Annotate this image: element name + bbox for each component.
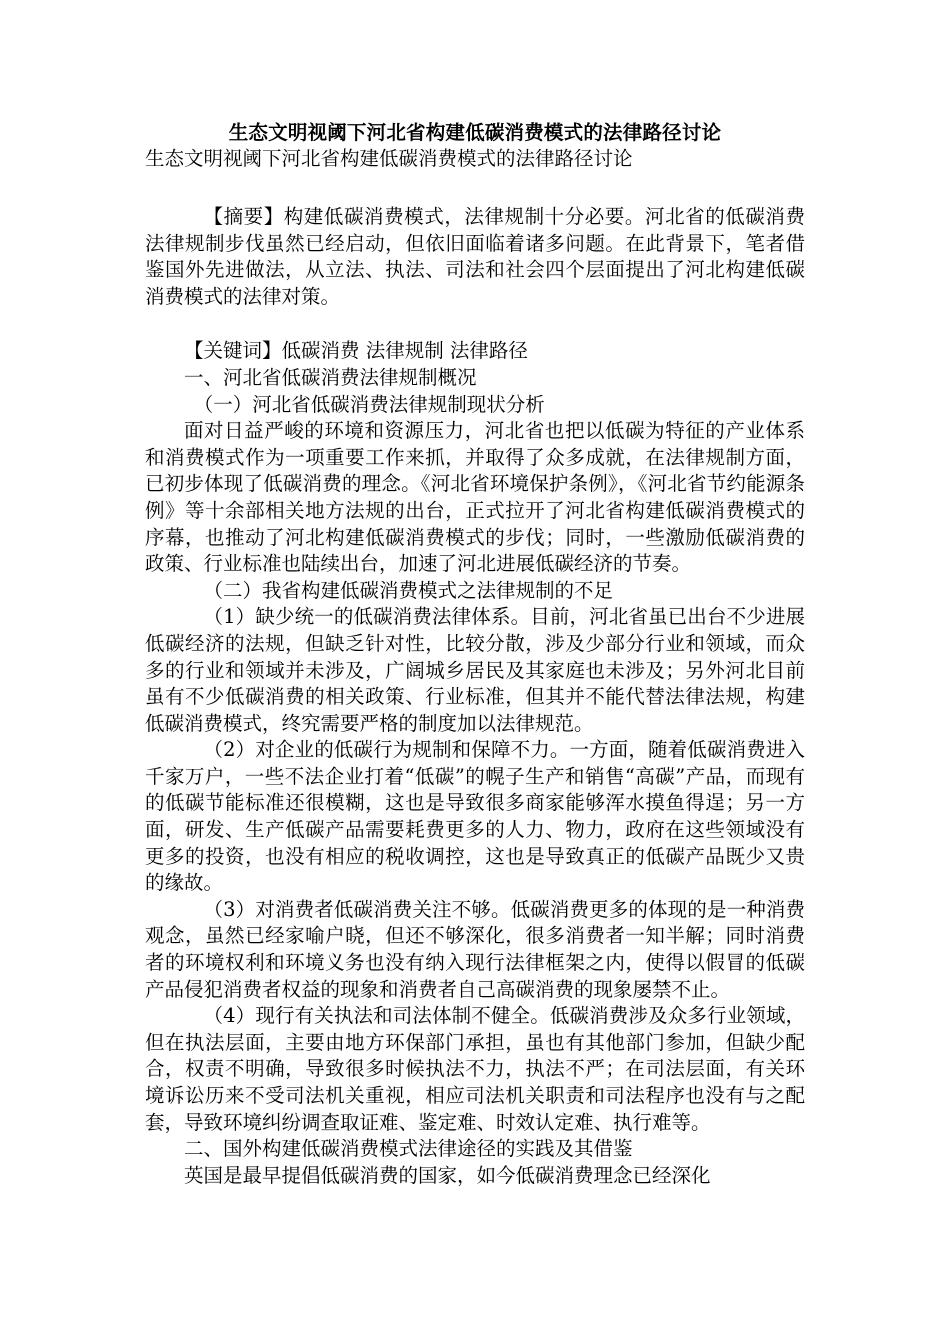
item-4-paragraph: （4）现行有关执法和司法体制不健全。低碳消费涉及众多行业领域，但在执法层面，主要由地方环保部门承担，虽也有其他部门参加，但缺少配合，权责不明确，导致很多时候执法不力，执法不严；在司法层面，有关环境诉讼历来不受司法机关重视，相应司法机关职责和司法程序也没有与之配套，导致环境纠纷调查取证难、鉴定难、时效认定难、执行难等。 (145, 1004, 805, 1134)
document-page (145, 120, 805, 1189)
document-subtitle: 生态文明视阈下河北省构建低碳消费模式的法律路径讨论 (145, 147, 633, 170)
keywords-line: 【关键词】低碳消费 法律规制 法律路径 (184, 339, 528, 363)
item-2-paragraph: （2）对企业的低碳行为规制和保障不力。一方面，随着低碳消费进入千家万户，一些不法企业打着“低碳”的幌子生产和销售“高碳”产品，而现有的低碳节能标准还很模糊，这也是导致很多商家能够浑水摸鱼得逞；另一方面，研发、生产低碳产品需要耗费更多的人力、物力，政府在这些领域没有更多的投资，也没有相应的税收调控，这也是导致真正的低碳产品既少又贵的缘故。 (145, 738, 805, 895)
item-1-paragraph: （1）缺少统一的低碳消费法律体系。目前，河北省虽已出台不少进展低碳经济的法规，但缺乏针对性，比较分散，涉及少部分行业和领域，而众多的行业和领域并未涉及，广阔城乡居民及其家庭也未涉及；另外河北目前虽有不少低碳消费的相关政策、行业标准，但其并不能代替法律法规，构建低碳消费模式，终究需要严格的制度加以法律规范。 (145, 605, 805, 735)
section-1-heading: 一、河北省低碳消费法律规制概况 (184, 365, 477, 389)
section-1-1-heading: （一）河北省低碳消费法律规制现状分析 (193, 392, 545, 416)
document-title: 生态文明视阈下河北省构建低碳消费模式的法律路径讨论 (228, 121, 722, 144)
section-2-body: 英国是最早提倡低碳消费的国家，如今低碳消费理念已经深化 (184, 1163, 711, 1187)
section-1-1-body: 面对日益严峻的环境和资源压力，河北省也把以低碳为特征的产业体系和消费模式作为一项重要工作来抓，并取得了众多成就，在法律规制方面，已初步体现了低碳消费的理念。《河北省环境保护条例》，《河北省节约能源条例》等十余部相关地方法规的出台，正式拉开了河北省构建低碳消费模式的序幕，也推动了河北构建低碳消费模式的步伐；同时，一些激励低碳消费的政策、行业标准也陆续出台，加速了河北进展低碳经济的节奏。 (145, 419, 805, 576)
section-2-heading: 二、国外构建低碳消费模式法律途径的实践及其借鉴 (184, 1137, 633, 1161)
item-3-paragraph: （3）对消费者低碳消费关注不够。低碳消费更多的体现的是一种消费观念，虽然已经家喻户晓，但还不够深化，很多消费者一知半解；同时消费者的环境权利和环境义务也没有纳入现行法律框架之内，使得以假冒的低碳产品侵犯消费者权益的现象和消费者自己高碳消费的现象屡禁不止。 (145, 897, 805, 1001)
section-1-2-heading: （二）我省构建低碳消费模式之法律规制的不足 (203, 578, 614, 602)
abstract-paragraph: 【摘要】构建低碳消费模式，法律规制十分必要。河北省的低碳消费法律规制步伐虽然已经启动，但依旧面临着诸多问题。在此背景下，笔者借鉴国外先进做法，从立法、执法、司法和社会四个层面提出了河北构建低碳消费模式的法律对策。 (145, 205, 805, 308)
